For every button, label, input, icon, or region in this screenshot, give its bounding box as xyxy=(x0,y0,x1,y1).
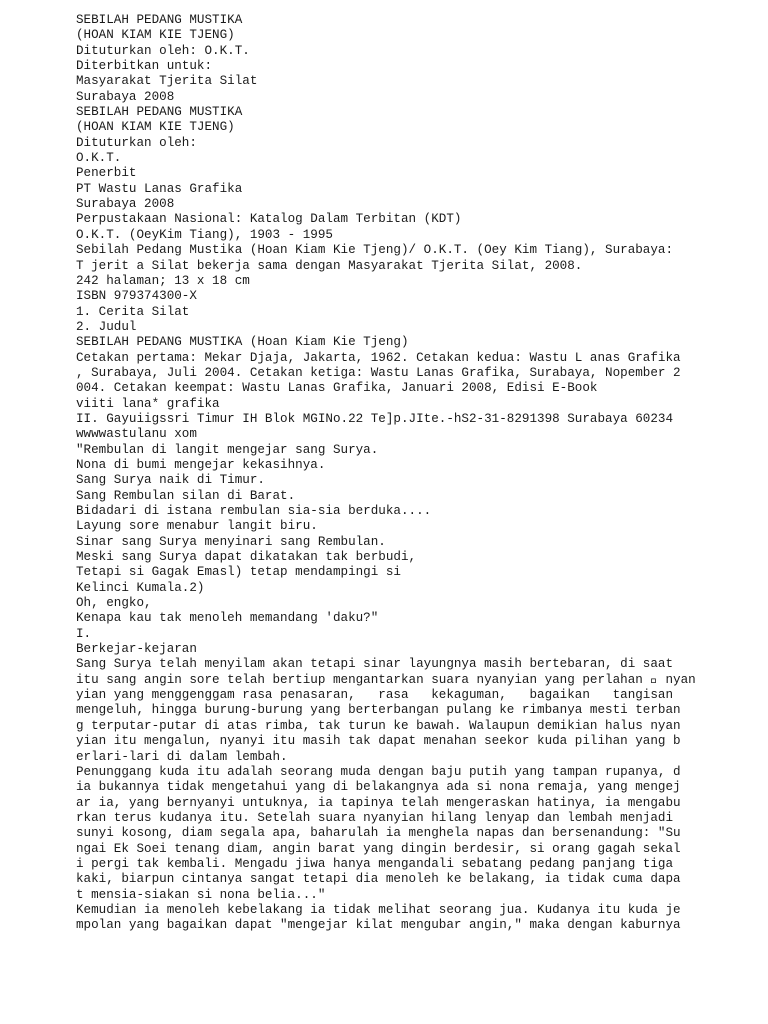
text-line: Tetapi si Gagak Emasl) tetap mendampingi si xyxy=(76,565,401,580)
text-line: Sang Rembulan silan di Barat. xyxy=(76,488,296,503)
text-line: Kenapa kau tak menoleh memandang 'daku?" xyxy=(76,611,379,626)
text-line: Bidadari di istana rembulan sia-sia berduka.... xyxy=(76,504,432,518)
text-line: 004. Cetakan keempat: Wastu Lanas Grafika, Januari 2008, Edisi E-Book xyxy=(76,381,598,396)
text-line: (HOAN KIAM KIE TJENG) xyxy=(76,28,235,43)
text-line: sunyi kosong, diam segala apa, baharulah ia menghela napas dan bersenandung: "Su xyxy=(76,826,681,841)
text-line: Oh, engko, xyxy=(76,596,152,611)
text-line: Kelinci Kumala.2) xyxy=(76,580,205,595)
text-line: i pergi tak kembali. Mengadu jiwa hanya mengandali sebatang pedang panjang tiga xyxy=(76,856,674,871)
text-line: itu sang angin sore telah bertiup mengantarkan suara nyanyian yang perlahan nyan xyxy=(76,672,696,687)
text-line: SEBILAH PEDANG MUSTIKA xyxy=(76,13,243,27)
text-line: II. Gayuiigssri Timur IH Blok MGINo.22 Te]p.JIte.-hS2-31-8291398 Surabaya 60234 xyxy=(76,411,674,426)
text-line: Berkejar-kejaran xyxy=(76,642,197,657)
text-line: 1. Cerita Silat xyxy=(76,304,190,319)
text-line: erlari-lari di dalam lembah. xyxy=(76,749,288,764)
text-line: mpolan yang bagaikan dapat "mengejar kilat mengubar angin," maka dengan kaburnya xyxy=(76,918,681,933)
text-line: Diterbitkan untuk: xyxy=(76,59,213,74)
text-line: (HOAN KIAM KIE TJENG) xyxy=(76,120,235,135)
text-line: 2. Judul xyxy=(76,319,137,334)
text-line: Surabaya 2008 xyxy=(76,197,175,212)
text-line: Penerbit xyxy=(76,166,137,181)
text-line: yian itu mengalun, nyanyi itu masih tak dapat menahan seekor kuda pilihan yang b xyxy=(76,734,681,749)
text-line: t mensia-siakan si nona belia..." xyxy=(76,887,326,902)
text-line: PT Wastu Lanas Grafika xyxy=(76,181,243,196)
text-line: Sinar sang Surya menyinari sang Rembulan. xyxy=(76,534,386,549)
text-line: Sebilah Pedang Mustika (Hoan Kiam Kie Tjeng)/ O.K.T. (Oey Kim Tiang), Surabaya: xyxy=(76,243,674,258)
text-line: ia bukannya tidak mengetahui yang di belakangnya ada si nona remaja, yang mengej xyxy=(76,780,681,795)
text-line: rkan terus kudanya itu. Setelah suara nyanyian hilang lenyap dan lembah menjadi xyxy=(76,810,674,825)
text-line: Sang Surya telah menyilam akan tetapi sinar layungnya masih bertebaran, di saat xyxy=(76,657,674,672)
text-line: Perpustakaan Nasional: Katalog Dalam Terbitan (KDT) xyxy=(76,212,462,227)
text-line: Dituturkan oleh: O.K.T. xyxy=(76,43,250,58)
text-line: Dituturkan oleh: xyxy=(76,135,197,150)
text-line: kaki, biarpun cintanya sangat tetapi dia menoleh ke belakang, ia tidak cuma dapa xyxy=(76,872,681,887)
text-line: Penunggang kuda itu adalah seorang muda dengan baju putih yang tampan rupanya, d xyxy=(76,764,681,779)
text-line: ngai Ek Soei tenang diam, angin barat yang dingin berdesir, si orang gagah sekal xyxy=(76,841,681,856)
text-line: 242 halaman; 13 x 18 cm xyxy=(76,273,250,288)
text-line: Nona di bumi mengejar kekasihnya. xyxy=(76,457,326,472)
text-line: mengeluh, hingga burung-burung yang berterbangan pulang ke rimbanya mesti terban xyxy=(76,703,681,718)
text-line: O.K.T. (OeyKim Tiang), 1903 - 1995 xyxy=(76,227,333,242)
text-line: I. xyxy=(76,626,92,641)
text-line: ISBN 979374300-X xyxy=(76,289,197,304)
text-line: , Surabaya, Juli 2004. Cetakan ketiga: Wastu Lanas Grafika, Surabaya, Nopember 2 xyxy=(76,365,681,380)
text-line: Sang Surya naik di Timur. xyxy=(76,473,265,488)
text-line: Meski sang Surya dapat dikatakan tak berbudi, xyxy=(76,550,417,565)
text-line: viiti lana* grafika xyxy=(76,396,220,411)
text-line: g terputar-putar di atas rimba, tak turun ke bawah. Walaupun demikian halus nyan xyxy=(76,718,681,733)
text-line: Layung sore menabur langit biru. xyxy=(76,519,318,534)
text-line: T jerit a Silat bekerja sama dengan Masyarakat Tjerita Silat, 2008. xyxy=(76,258,583,273)
text-line: wwwwastulanu xom xyxy=(76,427,197,442)
document-page xyxy=(76,13,756,934)
text-line: Kemudian ia menoleh kebelakang ia tidak melihat seorang jua. Kudanya itu kuda je xyxy=(76,902,681,917)
text-line: Surabaya 2008 xyxy=(76,89,175,104)
text-line: yian yang menggenggam rasa penasaran, rasa kekaguman, bagaikan tangisan xyxy=(76,688,674,703)
text-line: SEBILAH PEDANG MUSTIKA xyxy=(76,105,243,120)
text-line: O.K.T. xyxy=(76,151,122,166)
text-line: Masyarakat Tjerita Silat xyxy=(76,74,258,89)
text-line: "Rembulan di langit mengejar sang Surya. xyxy=(76,442,379,457)
text-line: ar ia, yang bernyanyi untuknya, ia tapinya telah mengeraskan hatinya, ia mengabu xyxy=(76,795,681,810)
text-line: Cetakan pertama: Mekar Djaja, Jakarta, 1962. Cetakan kedua: Wastu L anas Grafika xyxy=(76,350,681,365)
text-line: SEBILAH PEDANG MUSTIKA (Hoan Kiam Kie Tjeng) xyxy=(76,335,409,350)
